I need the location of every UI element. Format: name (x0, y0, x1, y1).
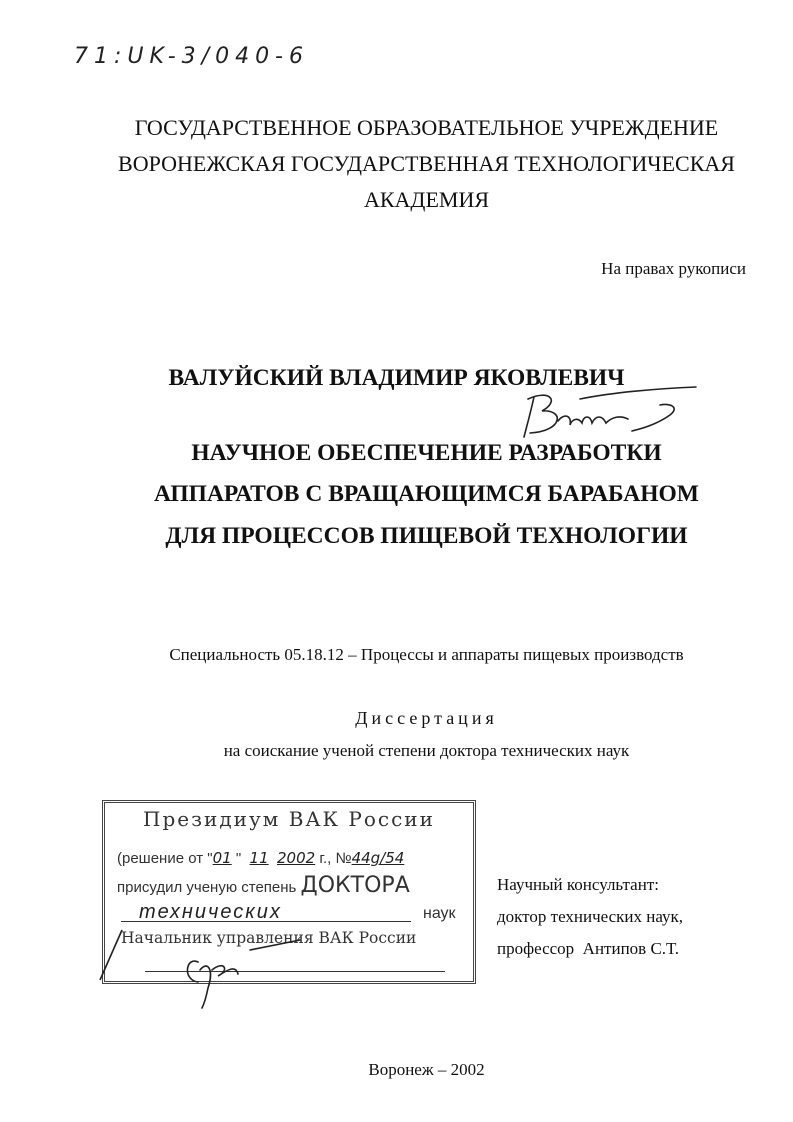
decision-prefix: (решение от " (117, 850, 213, 867)
city-year: Воронеж – 2002 (368, 1060, 485, 1079)
consultant-line-2: доктор технических наук, (497, 907, 684, 926)
degree: ДОКТОРА (300, 873, 410, 898)
decision-year-suffix: г., № (319, 850, 352, 867)
dissertation-label: Диссертация (355, 708, 498, 728)
consultant-line-3: профессор Антипов С.Т. (497, 939, 679, 958)
author-signature (520, 385, 700, 445)
title-line-3: ДЛЯ ПРОЦЕССОВ ПИЩЕВОЙ ТЕХНОЛОГИИ (165, 523, 688, 549)
consultant-block (497, 869, 683, 965)
archive-code: 71:UK-3/040-6 (74, 44, 309, 69)
specialty: Специальность 05.18.12 – Процессы и аппараты пищевых производств (169, 645, 684, 664)
stamp-title: Президиум ВАК России (143, 807, 435, 831)
institution-line-1: ГОСУДАРСТВЕННОЕ ОБРАЗОВАТЕЛЬНОЕ УЧРЕЖДЕНИЕ (134, 115, 719, 140)
manuscript-note: На правах рукописи (601, 259, 746, 278)
field-suffix: наук (423, 905, 456, 922)
decision-mid: " (235, 850, 242, 867)
stamp-awarded-line (117, 873, 410, 898)
head-label: Начальник управления ВАК России (121, 929, 417, 947)
decision-year: 2002 (276, 849, 316, 867)
institution-line-3: АКАДЕМИЯ (363, 187, 490, 212)
decision-month: 11 (249, 849, 269, 867)
institution-line-2: ВОРОНЕЖСКАЯ ГОСУДАРСТВЕННАЯ ТЕХНОЛОГИЧЕСКАЯ (118, 151, 735, 176)
consultant-line-1: Научный консультант: (497, 875, 659, 894)
author-name: ВАЛУЙСКИЙ ВЛАДИМИР ЯКОВЛЕВИЧ (168, 365, 625, 391)
dissertation-subtitle: на соискание ученой степени доктора технических наук (223, 741, 630, 760)
title-line-2: АППАРАТОВ С ВРАЩАЮЩИМСЯ БАРАБАНОМ (154, 481, 699, 507)
title-line-1: НАУЧНОЕ ОБЕСПЕЧЕНИЕ РАЗРАБОТКИ (191, 440, 662, 466)
vak-signature (90, 900, 350, 1010)
field-handwritten: технических (139, 901, 282, 923)
awarded-prefix: присудил ученую степень (117, 879, 297, 896)
decision-day: 01 (212, 849, 232, 867)
stamp-decision-line (117, 849, 404, 867)
decision-number: 44g/54 (351, 849, 405, 867)
